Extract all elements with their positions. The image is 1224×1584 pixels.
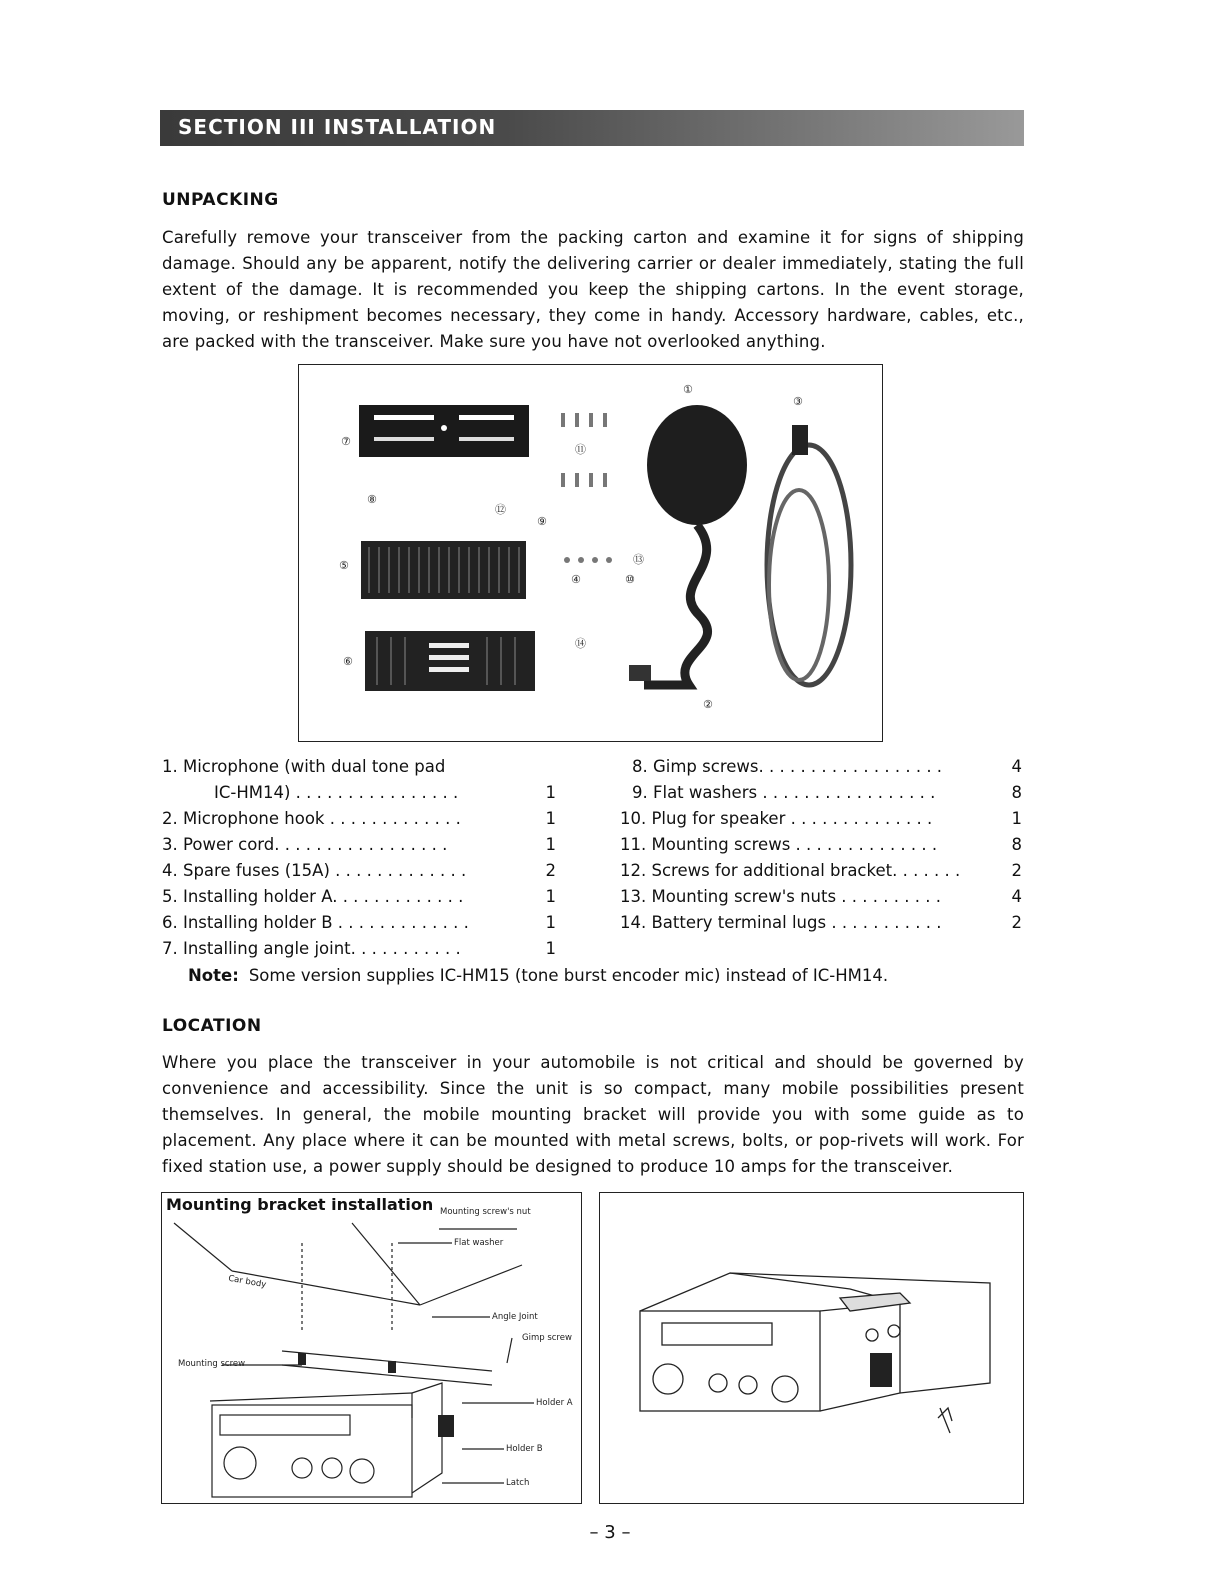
callout-1: ① <box>683 383 693 396</box>
mounting-figure <box>161 1192 582 1504</box>
label-nut: Mounting screw's nut <box>440 1207 531 1217</box>
label-washer: Flat washer <box>454 1238 504 1248</box>
installed-figure <box>599 1192 1024 1504</box>
list-qty: 1 <box>545 913 556 932</box>
label-gimp-screw: Gimp screw <box>522 1333 572 1343</box>
callout-9: ⑨ <box>537 515 547 528</box>
callout-7: ⑦ <box>341 435 351 448</box>
holder-b-shape <box>365 631 535 691</box>
list-qty: 4 <box>1011 757 1022 776</box>
list-qty: 1 <box>545 809 556 828</box>
list-item: 12. Screws for additional bracket. . . . . . . <box>620 861 961 880</box>
list-item: 9. Flat washers . . . . . . . . . . . . . . . . . <box>632 783 936 802</box>
installed-illustration <box>600 1193 1023 1503</box>
list-qty: 1 <box>545 887 556 906</box>
power-cord-shape <box>767 425 851 685</box>
unpacking-heading: UNPACKING <box>162 190 279 210</box>
list-qty: 8 <box>1011 783 1022 802</box>
callout-10: ⑩ <box>625 573 635 586</box>
list-item: IC-HM14) . . . . . . . . . . . . . . . . <box>214 783 459 802</box>
location-heading: LOCATION <box>162 1016 262 1036</box>
list-qty: 1 <box>545 783 556 802</box>
angle-joint-shape <box>359 405 529 457</box>
accessories-figure <box>298 364 883 742</box>
list-item: 10. Plug for speaker . . . . . . . . . . . . . . <box>620 809 933 828</box>
label-holder-b: Holder B <box>506 1444 543 1454</box>
callout-5: ⑤ <box>339 559 349 572</box>
section-banner <box>160 110 1024 146</box>
note-text: Some version supplies IC-HM15 (tone burst encoder mic) instead of IC-HM14. <box>248 966 889 985</box>
callout-11: ⑪ <box>575 443 586 456</box>
accessories-illustration <box>299 365 882 741</box>
screws-group <box>561 413 612 563</box>
callout-14: ⑭ <box>575 637 586 650</box>
list-item: 5. Installing holder A. . . . . . . . . . . . . <box>162 887 464 906</box>
list-item: 7. Installing angle joint. . . . . . . . . . . <box>162 939 461 958</box>
label-latch: Latch <box>506 1478 530 1488</box>
microphone-shape <box>629 405 747 685</box>
accessory-note <box>188 964 888 988</box>
label-holder-a: Holder A <box>536 1398 573 1408</box>
note-label: Note: <box>188 966 239 985</box>
callout-13: ⑬ <box>633 553 644 566</box>
list-qty: 2 <box>545 861 556 880</box>
location-paragraph: Where you place the transceiver in your automobile is not critical and should be governed by convenience and accessibility. Since the unit is so compact, many mobile possibilities present themselves. In general, the mobile mounting bracket will provide you with some guide as to placement. Any place where it can be mounted with metal screws, bolts, or pop-rivets will work. For fixed station use, a power supply should be designed to produce 10 amps for the transceiver. <box>162 1053 1024 1176</box>
list-item: 14. Battery terminal lugs . . . . . . . . . . . <box>620 913 942 932</box>
list-item: 6. Installing holder B . . . . . . . . . . . . . <box>162 913 469 932</box>
list-item: 4. Spare fuses (15A) . . . . . . . . . . . . . <box>162 861 467 880</box>
list-qty: 2 <box>1011 913 1022 932</box>
list-qty: 1 <box>1011 809 1022 828</box>
callout-8: ⑧ <box>367 493 377 506</box>
holder-a-shape <box>361 541 526 599</box>
callout-2: ② <box>703 698 713 711</box>
list-qty: 4 <box>1011 887 1022 906</box>
label-car-body: Car body <box>227 1273 267 1291</box>
list-item: 8. Gimp screws. . . . . . . . . . . . . . . . . . <box>632 757 943 776</box>
section-title: SECTION III INSTALLATION <box>178 115 497 139</box>
callout-4: ④ <box>571 573 581 586</box>
callout-3: ③ <box>793 395 803 408</box>
callout-6: ⑥ <box>343 655 353 668</box>
mounting-illustration <box>162 1193 581 1503</box>
list-item: 3. Power cord. . . . . . . . . . . . . . . . . <box>162 835 448 854</box>
list-qty: 1 <box>545 939 556 958</box>
callout-12: ⑫ <box>495 503 506 516</box>
list-qty: 1 <box>545 835 556 854</box>
list-item: 11. Mounting screws . . . . . . . . . . . . . . <box>620 835 938 854</box>
list-item: 1. Microphone (with dual tone pad <box>162 757 446 776</box>
list-qty: 2 <box>1011 861 1022 880</box>
page-number: – 3 – <box>589 1522 631 1543</box>
unpacking-paragraph: Carefully remove your transceiver from the packing carton and examine it for signs of shipping damage. Should any be apparent, notify the delivering carrier or dealer immediately, stating the full extent of the damage. It is recommended you keep the shipping cartons. In the event storage, moving, or reshipment becomes necessary, they come in handy. Accessory hardware, cables, etc., are packed with the transceiver. Make sure you have not overlooked anything. <box>162 228 1024 351</box>
mounting-figure-title: Mounting bracket installation <box>166 1195 434 1214</box>
list-item: 13. Mounting screw's nuts . . . . . . . . . . <box>620 887 941 906</box>
label-angle-joint: Angle Joint <box>492 1312 538 1322</box>
label-mounting-screw: Mounting screw <box>178 1359 246 1369</box>
list-item: 2. Microphone hook . . . . . . . . . . . . . <box>162 809 461 828</box>
list-qty: 8 <box>1011 835 1022 854</box>
